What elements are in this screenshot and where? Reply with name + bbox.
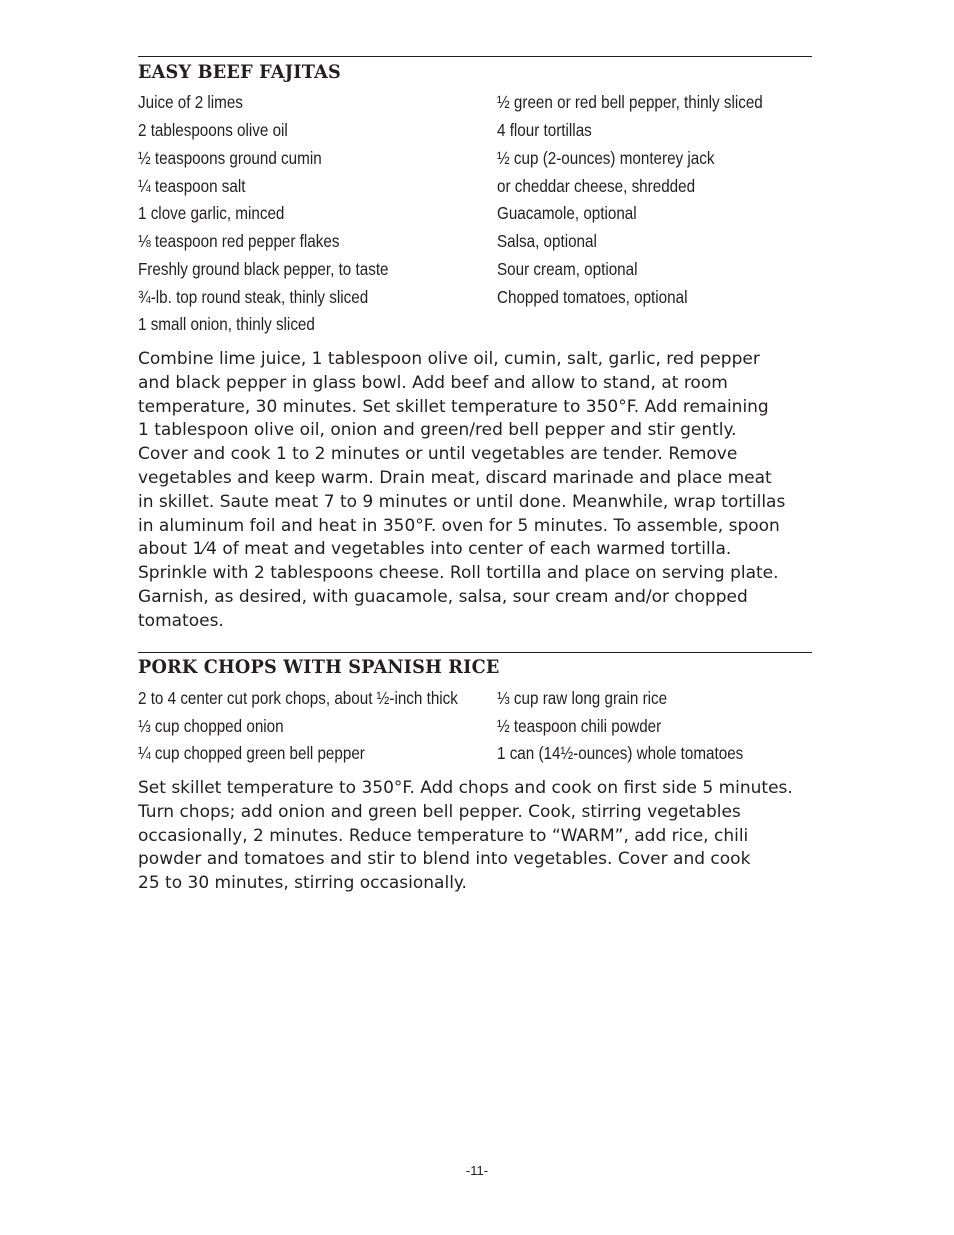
directions-line: occasionally, 2 minutes. Reduce temperature to “WARM”, add rice, chili: [138, 825, 749, 846]
ingredient-item: 2 to 4 center cut pork chops, about ½-inch thick: [138, 688, 458, 708]
ingredient-item: Salsa, optional: [497, 231, 597, 251]
directions-line: temperature, 30 minutes. Set skillet temperature to 350°F. Add remaining: [138, 396, 769, 417]
directions-line: 25 to 30 minutes, stirring occasionally.: [138, 873, 467, 894]
ingredient-item: ⅓ cup raw long grain rice: [497, 688, 668, 708]
directions-line: Garnish, as desired, with guacamole, salsa, sour cream and/or chopped: [138, 586, 748, 607]
ingredient-item: Guacamole, optional: [497, 203, 637, 223]
ingredient-item: ¼ cup chopped green bell pepper: [138, 743, 365, 763]
ingredient-item: ½ green or red bell pepper, thinly sliced: [497, 92, 763, 112]
directions-line: about 1⁄4 of meat and vegetables into center of each warmed tortilla.: [138, 539, 732, 560]
directions-line: 1 tablespoon olive oil, onion and green/red bell pepper and stir gently.: [138, 420, 737, 441]
ingredient-item: 4 flour tortillas: [497, 120, 592, 140]
directions-line: tomatoes.: [138, 610, 224, 631]
recipe-directions: [138, 777, 812, 896]
section-divider: [138, 652, 812, 653]
ingredient-item: ⅓ cup chopped onion: [138, 716, 284, 736]
ingredient-item: 1 clove garlic, minced: [138, 203, 285, 223]
directions-line: in skillet. Saute meat 7 to 9 minutes or until done. Meanwhile, wrap tortillas: [138, 491, 786, 512]
ingredient-item: Freshly ground black pepper, to taste: [138, 259, 389, 279]
directions-line: Cover and cook 1 to 2 minutes or until vegetables are tender. Remove: [138, 444, 738, 465]
directions-line: in aluminum foil and heat in 350°F. oven for 5 minutes. To assemble, spoon: [138, 515, 780, 536]
ingredient-item: ¾-lb. top round steak, thinly sliced: [138, 287, 369, 307]
recipe-directions: [138, 348, 812, 634]
directions-line: and black pepper in glass bowl. Add beef and allow to stand, at room: [138, 372, 728, 393]
ingredient-item: 1 small onion, thinly sliced: [138, 314, 315, 334]
ingredient-item: ½ teaspoon chili powder: [497, 716, 662, 736]
directions-line: Sprinkle with 2 tablespoons cheese. Roll tortilla and place on serving plate.: [138, 563, 779, 584]
section-divider: [138, 56, 812, 57]
ingredient-item: ⅛ teaspoon red pepper flakes: [138, 231, 340, 251]
directions-line: powder and tomatoes and stir to blend into vegetables. Cover and cook: [138, 849, 751, 870]
recipe-title: PORK CHOPS WITH SPANISH RICE: [138, 656, 500, 678]
page-number: -11-: [465, 1163, 489, 1178]
ingredient-item: 2 tablespoons olive oil: [138, 120, 288, 140]
ingredient-item: ½ teaspoons ground cumin: [138, 148, 322, 168]
directions-line: Set skillet temperature to 350°F. Add chops and cook on first side 5 minutes.: [138, 778, 793, 798]
ingredient-item: or cheddar cheese, shredded: [497, 176, 696, 196]
ingredient-item: 1 can (14½-ounces) whole tomatoes: [497, 743, 744, 763]
ingredient-item: Juice of 2 limes: [138, 92, 243, 112]
directions-line: Turn chops; add onion and green bell pepper. Cook, stirring vegetables: [138, 801, 741, 822]
directions-line: Combine lime juice, 1 tablespoon olive oil, cumin, salt, garlic, red pepper: [138, 349, 760, 369]
ingredient-item: ¼ teaspoon salt: [138, 176, 246, 196]
ingredient-item: ½ cup (2-ounces) monterey jack: [497, 148, 715, 168]
ingredient-item: Sour cream, optional: [497, 259, 638, 279]
recipe-title: EASY BEEF FAJITAS: [138, 61, 341, 83]
directions-line: vegetables and keep warm. Drain meat, discard marinade and place meat: [138, 467, 772, 488]
ingredient-item: Chopped tomatoes, optional: [497, 287, 688, 307]
